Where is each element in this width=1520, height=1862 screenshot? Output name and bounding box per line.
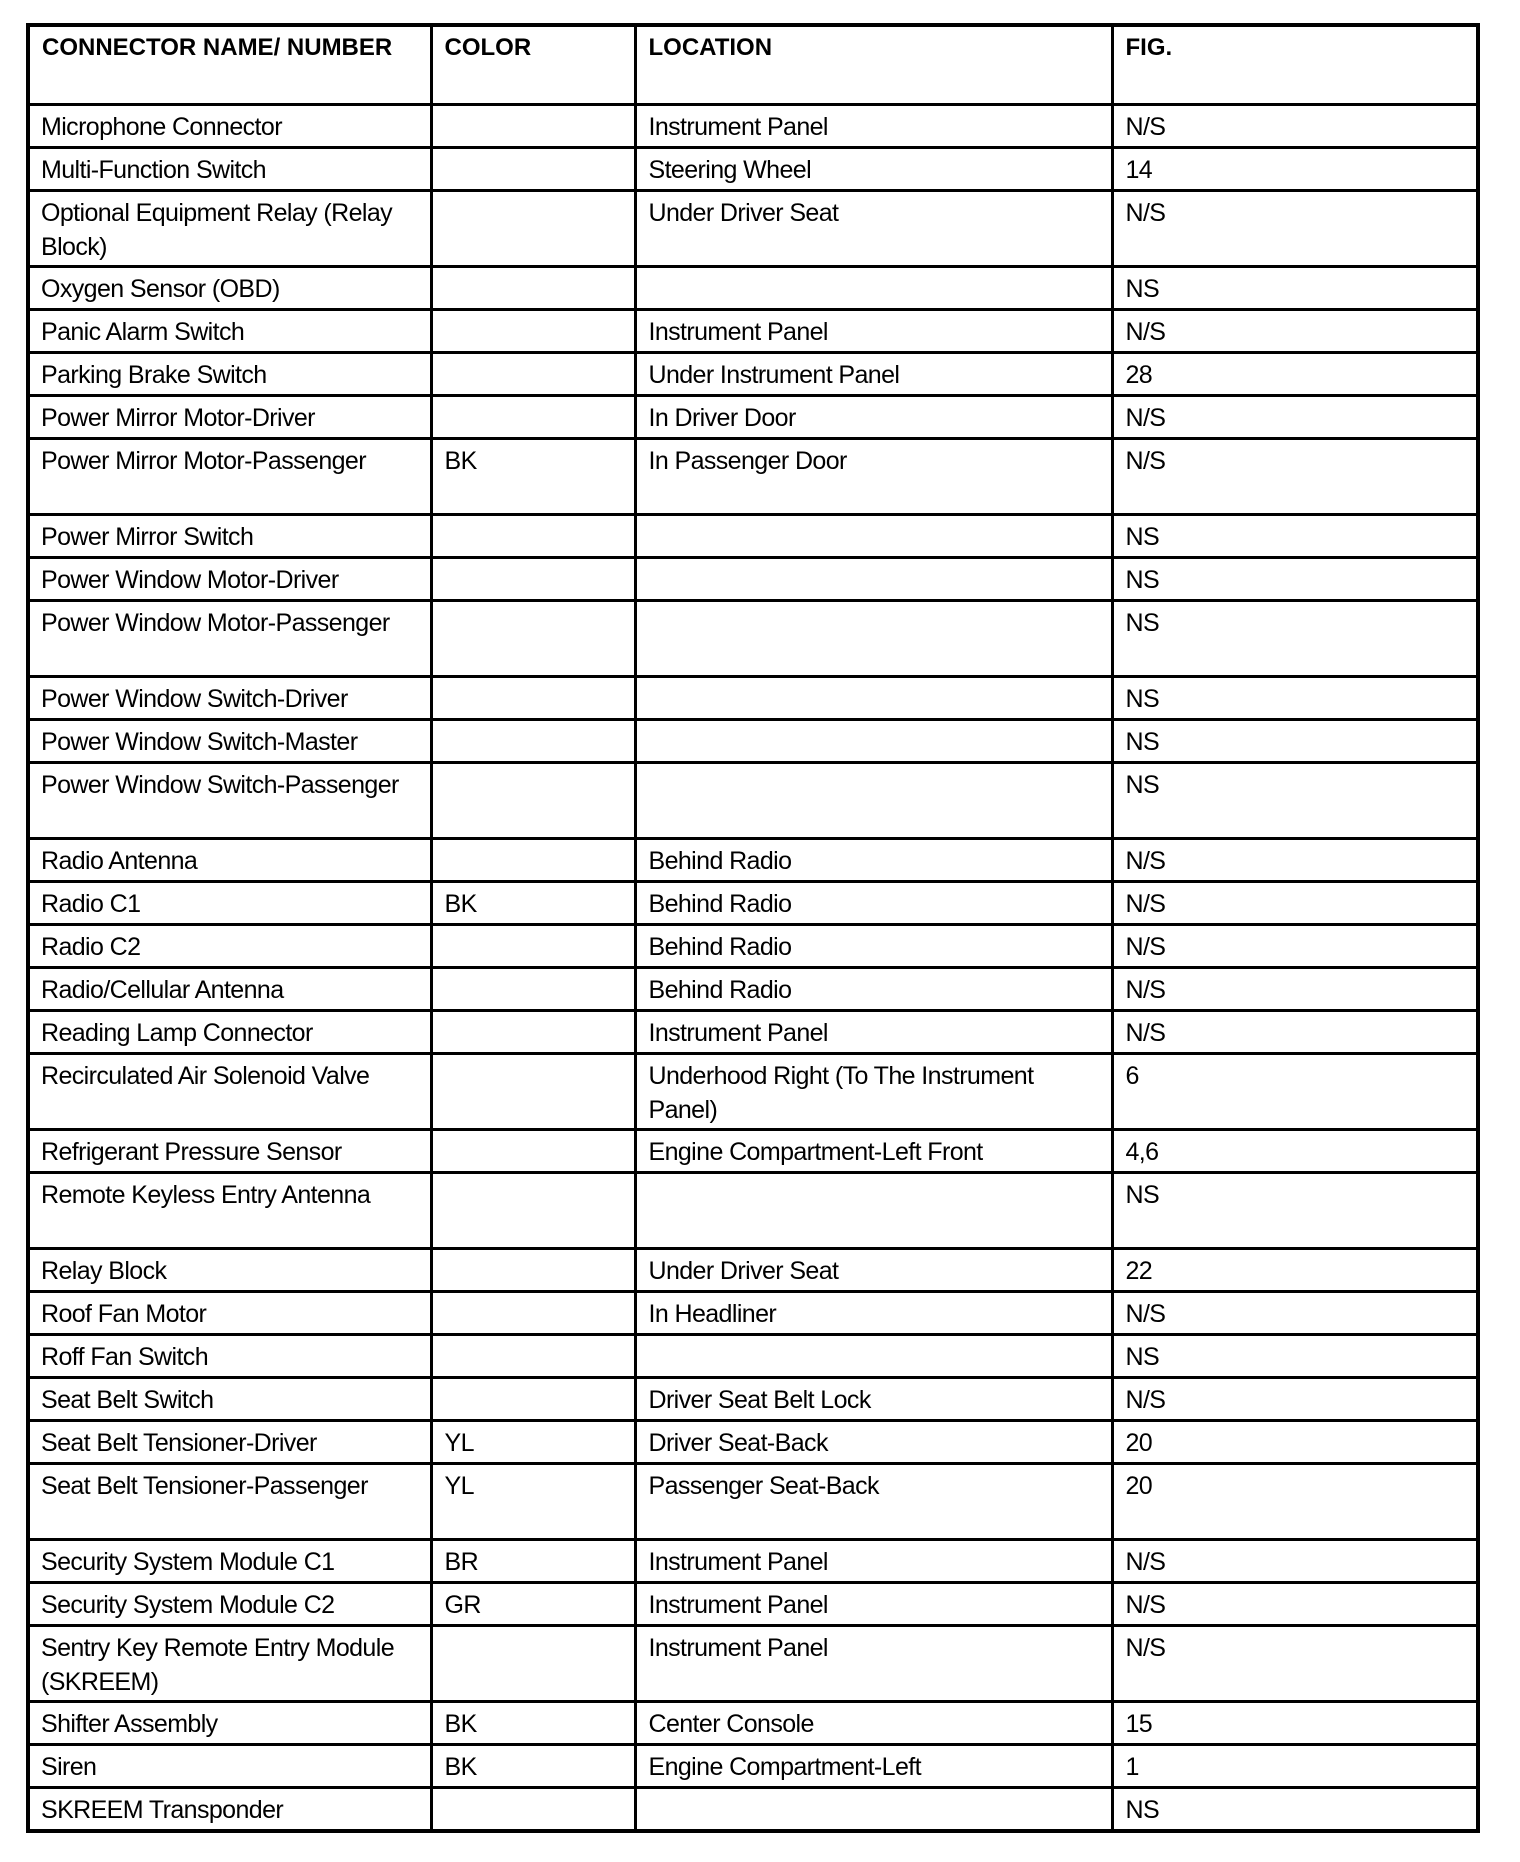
fig-cell: N/S [1112, 1540, 1478, 1583]
color-cell [431, 353, 635, 396]
fig-cell: N/S [1112, 396, 1478, 439]
color-cell [431, 310, 635, 353]
table-row [28, 1249, 1478, 1292]
connector-name-cell: Power Window Switch-Master [28, 720, 431, 763]
table-row [28, 1130, 1478, 1173]
table-row [28, 1464, 1478, 1540]
table-row [28, 1054, 1478, 1130]
fig-cell: 28 [1112, 353, 1478, 396]
table-row [28, 968, 1478, 1011]
table-row [28, 882, 1478, 925]
table-row [28, 439, 1478, 515]
fig-cell: NS [1112, 1173, 1478, 1249]
connector-name-cell: Power Window Motor-Driver [28, 558, 431, 601]
color-cell [431, 601, 635, 677]
location-cell [635, 1788, 1112, 1832]
table-row [28, 353, 1478, 396]
color-cell [431, 1173, 635, 1249]
table-body [28, 105, 1478, 1832]
fig-cell: N/S [1112, 968, 1478, 1011]
color-cell [431, 105, 635, 148]
table-row [28, 1292, 1478, 1335]
connector-table [26, 23, 1480, 1833]
color-cell [431, 1054, 635, 1130]
connector-name-cell: Recirculated Air Solenoid Valve [28, 1054, 431, 1130]
fig-cell: N/S [1112, 105, 1478, 148]
connector-name-cell: Power Window Switch-Passenger [28, 763, 431, 839]
fig-cell: 20 [1112, 1464, 1478, 1540]
connector-name-cell: Refrigerant Pressure Sensor [28, 1130, 431, 1173]
table-row [28, 601, 1478, 677]
location-cell: Center Console [635, 1702, 1112, 1745]
connector-name-cell: Roff Fan Switch [28, 1335, 431, 1378]
location-cell [635, 720, 1112, 763]
table-row [28, 839, 1478, 882]
fig-cell: N/S [1112, 882, 1478, 925]
fig-cell: NS [1112, 720, 1478, 763]
table-row [28, 1745, 1478, 1788]
fig-cell: N/S [1112, 310, 1478, 353]
table-row [28, 677, 1478, 720]
location-cell: Instrument Panel [635, 310, 1112, 353]
connector-name-cell: Power Mirror Motor-Driver [28, 396, 431, 439]
location-cell: Driver Seat-Back [635, 1421, 1112, 1464]
location-cell: Under Driver Seat [635, 191, 1112, 267]
table-row [28, 1421, 1478, 1464]
table-row [28, 1540, 1478, 1583]
location-cell: Behind Radio [635, 925, 1112, 968]
header-color: COLOR [431, 25, 635, 105]
table-row [28, 1702, 1478, 1745]
location-cell: Under Driver Seat [635, 1249, 1112, 1292]
header-connector-name: CONNECTOR NAME/ NUMBER [28, 25, 431, 105]
location-cell: Instrument Panel [635, 105, 1112, 148]
color-cell [431, 148, 635, 191]
color-cell [431, 677, 635, 720]
fig-cell: N/S [1112, 1378, 1478, 1421]
color-cell [431, 968, 635, 1011]
fig-cell: 15 [1112, 1702, 1478, 1745]
color-cell: YL [431, 1421, 635, 1464]
connector-name-cell: Security System Module C2 [28, 1583, 431, 1626]
connector-name-cell: Siren [28, 1745, 431, 1788]
connector-name-cell: Shifter Assembly [28, 1702, 431, 1745]
color-cell [431, 1626, 635, 1702]
connector-name-cell: Panic Alarm Switch [28, 310, 431, 353]
table-row [28, 1335, 1478, 1378]
location-cell [635, 601, 1112, 677]
fig-cell: 14 [1112, 148, 1478, 191]
table-row [28, 310, 1478, 353]
fig-cell: NS [1112, 677, 1478, 720]
color-cell: BR [431, 1540, 635, 1583]
table-row [28, 1626, 1478, 1702]
color-cell [431, 1335, 635, 1378]
table-row [28, 558, 1478, 601]
location-cell: Behind Radio [635, 968, 1112, 1011]
fig-cell: 20 [1112, 1421, 1478, 1464]
connector-name-cell: Seat Belt Tensioner-Passenger [28, 1464, 431, 1540]
connector-name-cell: SKREEM Transponder [28, 1788, 431, 1832]
color-cell [431, 763, 635, 839]
table-row [28, 1173, 1478, 1249]
color-cell: BK [431, 1745, 635, 1788]
table-row [28, 1378, 1478, 1421]
fig-cell: N/S [1112, 439, 1478, 515]
table-row [28, 1788, 1478, 1832]
table-row [28, 267, 1478, 310]
location-cell: Instrument Panel [635, 1626, 1112, 1702]
color-cell [431, 191, 635, 267]
color-cell: GR [431, 1583, 635, 1626]
connector-name-cell: Radio C2 [28, 925, 431, 968]
color-cell [431, 1011, 635, 1054]
color-cell [431, 558, 635, 601]
location-cell: In Headliner [635, 1292, 1112, 1335]
fig-cell: NS [1112, 558, 1478, 601]
connector-name-cell: Seat Belt Tensioner-Driver [28, 1421, 431, 1464]
connector-name-cell: Radio C1 [28, 882, 431, 925]
fig-cell: N/S [1112, 1292, 1478, 1335]
fig-cell: 6 [1112, 1054, 1478, 1130]
location-cell: Under Instrument Panel [635, 353, 1112, 396]
color-cell [431, 839, 635, 882]
header-fig: FIG. [1112, 25, 1478, 105]
fig-cell: N/S [1112, 1626, 1478, 1702]
location-cell: Engine Compartment-Left Front [635, 1130, 1112, 1173]
location-cell: Instrument Panel [635, 1583, 1112, 1626]
color-cell [431, 267, 635, 310]
color-cell [431, 1378, 635, 1421]
connector-name-cell: Remote Keyless Entry Antenna [28, 1173, 431, 1249]
fig-cell: NS [1112, 1335, 1478, 1378]
fig-cell: N/S [1112, 191, 1478, 267]
location-cell [635, 677, 1112, 720]
header-row [28, 25, 1478, 105]
connector-name-cell: Power Window Switch-Driver [28, 677, 431, 720]
color-cell [431, 720, 635, 763]
table-row [28, 191, 1478, 267]
connector-name-cell: Seat Belt Switch [28, 1378, 431, 1421]
connector-name-cell: Power Mirror Motor-Passenger [28, 439, 431, 515]
location-cell: In Driver Door [635, 396, 1112, 439]
table-row [28, 720, 1478, 763]
table-row [28, 515, 1478, 558]
fig-cell: N/S [1112, 1011, 1478, 1054]
table-row [28, 1011, 1478, 1054]
location-cell: Passenger Seat-Back [635, 1464, 1112, 1540]
connector-name-cell: Multi-Function Switch [28, 148, 431, 191]
color-cell: BK [431, 439, 635, 515]
color-cell [431, 396, 635, 439]
location-cell [635, 1335, 1112, 1378]
fig-cell: NS [1112, 1788, 1478, 1832]
location-cell [635, 515, 1112, 558]
color-cell [431, 1292, 635, 1335]
location-cell [635, 267, 1112, 310]
connector-name-cell: Radio Antenna [28, 839, 431, 882]
connector-name-cell: Microphone Connector [28, 105, 431, 148]
color-cell: BK [431, 882, 635, 925]
color-cell [431, 515, 635, 558]
location-cell [635, 558, 1112, 601]
connector-name-cell: Roof Fan Motor [28, 1292, 431, 1335]
connector-name-cell: Oxygen Sensor (OBD) [28, 267, 431, 310]
color-cell [431, 1130, 635, 1173]
table-row [28, 148, 1478, 191]
table-row [28, 1583, 1478, 1626]
fig-cell: NS [1112, 763, 1478, 839]
connector-name-cell: Relay Block [28, 1249, 431, 1292]
location-cell: Instrument Panel [635, 1540, 1112, 1583]
table-row [28, 925, 1478, 968]
location-cell: In Passenger Door [635, 439, 1112, 515]
connector-name-cell: Sentry Key Remote Entry Module (SKREEM) [28, 1626, 431, 1702]
color-cell [431, 1788, 635, 1832]
location-cell [635, 1173, 1112, 1249]
fig-cell: NS [1112, 267, 1478, 310]
location-cell: Behind Radio [635, 882, 1112, 925]
location-cell: Underhood Right (To The Instrument Panel) [635, 1054, 1112, 1130]
fig-cell: N/S [1112, 925, 1478, 968]
location-cell [635, 763, 1112, 839]
header-location: LOCATION [635, 25, 1112, 105]
color-cell: YL [431, 1464, 635, 1540]
connector-name-cell: Power Window Motor-Passenger [28, 601, 431, 677]
table-row [28, 396, 1478, 439]
table-row [28, 763, 1478, 839]
connector-name-cell: Reading Lamp Connector [28, 1011, 431, 1054]
location-cell: Behind Radio [635, 839, 1112, 882]
location-cell: Driver Seat Belt Lock [635, 1378, 1112, 1421]
fig-cell: N/S [1112, 839, 1478, 882]
table-row [28, 105, 1478, 148]
fig-cell: 1 [1112, 1745, 1478, 1788]
fig-cell: 22 [1112, 1249, 1478, 1292]
color-cell: BK [431, 1702, 635, 1745]
connector-name-cell: Radio/Cellular Antenna [28, 968, 431, 1011]
connector-name-cell: Parking Brake Switch [28, 353, 431, 396]
connector-name-cell: Optional Equipment Relay (Relay Block) [28, 191, 431, 267]
fig-cell: N/S [1112, 1583, 1478, 1626]
fig-cell: 4,6 [1112, 1130, 1478, 1173]
fig-cell: NS [1112, 515, 1478, 558]
fig-cell: NS [1112, 601, 1478, 677]
location-cell: Instrument Panel [635, 1011, 1112, 1054]
location-cell: Steering Wheel [635, 148, 1112, 191]
color-cell [431, 1249, 635, 1292]
color-cell [431, 925, 635, 968]
connector-name-cell: Power Mirror Switch [28, 515, 431, 558]
location-cell: Engine Compartment-Left [635, 1745, 1112, 1788]
connector-name-cell: Security System Module C1 [28, 1540, 431, 1583]
